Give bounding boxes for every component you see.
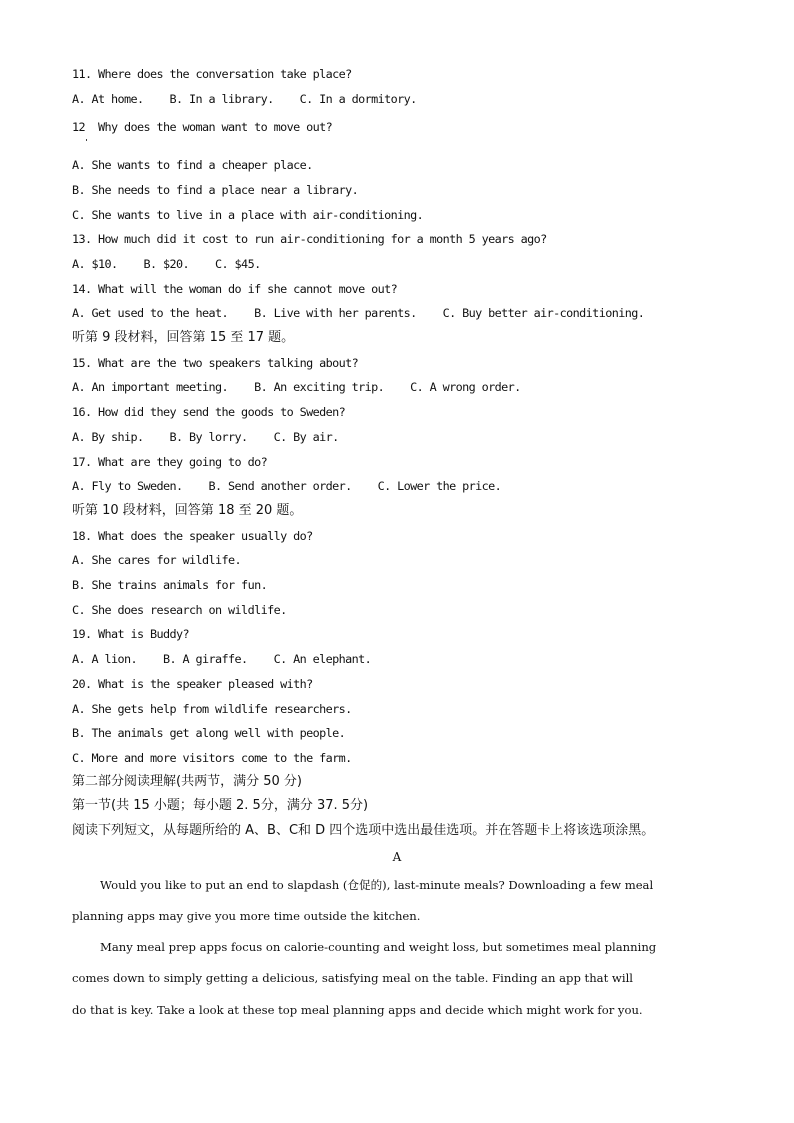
question-12-option-a: A. She wants to find a cheaper place.	[72, 158, 313, 172]
question-16: 16. How did they send the goods to Sweden?	[72, 405, 346, 419]
question-20: 20. What is the speaker pleased with?	[72, 677, 313, 691]
question-20-option-a: A. She gets help from wildlife researchers.	[72, 702, 352, 716]
question-17-options: A. Fly to Sweden. B. Send another order. C. Lower the price.	[72, 479, 502, 493]
question-18-option-a: A. She cares for wildlife.	[72, 553, 242, 567]
section-10-instruction: 听第 10 段材料，回答第 18 至 20 题。	[72, 503, 303, 518]
passage-label: A	[392, 850, 402, 864]
question-14: 14. What will the woman do if she cannot move out?	[72, 282, 398, 296]
question-18-option-b: B. She trains animals for fun.	[72, 578, 268, 592]
paragraph-1-line-2: planning apps may give you more time outside the kitchen.	[72, 909, 421, 923]
question-15: 15. What are the two speakers talking about?	[72, 356, 359, 370]
paragraph-2-line-1: Many meal prep apps focus on calorie-counting and weight loss, but sometimes meal planning	[100, 940, 657, 954]
section-9-instruction: 听第 9 段材料，回答第 15 至 17 题。	[72, 330, 295, 345]
question-15-options: A. An important meeting. B. An exciting trip. C. A wrong order.	[72, 380, 521, 394]
reading-instruction: 阅读下列短文，从每题所给的 A、B、C和 D 四个选项中选出最佳选项。并在答题卡上将该选项涂黑。	[72, 823, 655, 838]
question-14-options: A. Get used to the heat. B. Live with her parents. C. Buy better air-conditioning.	[72, 306, 645, 320]
question-11-options: A. At home. B. In a library. C. In a dormitory.	[72, 92, 417, 106]
paragraph-2-line-3: do that is key. Take a look at these top meal planning apps and decide which might work for you.	[72, 1003, 643, 1017]
paragraph-2-line-2: comes down to simply getting a delicious, satisfying meal on the table. Finding an app that will	[72, 971, 633, 985]
question-12-option-c: C. She wants to live in a place with air-conditioning.	[72, 208, 424, 222]
question-11: 11. Where does the conversation take place?	[72, 67, 352, 81]
question-17: 17. What are they going to do?	[72, 455, 268, 469]
question-18: 18. What does the speaker usually do?	[72, 529, 313, 543]
section-1-heading: 第一节(共 15 小题；每小题 2. 5分，满分 37. 5分)	[72, 798, 369, 813]
question-12-option-b: B. She needs to find a place near a library.	[72, 183, 359, 197]
question-20-option-c: C. More and more visitors come to the farm.	[72, 751, 352, 765]
question-16-options: A. By ship. B. By lorry. C. By air.	[72, 430, 339, 444]
question-18-option-c: C. She does research on wildlife.	[72, 603, 287, 617]
question-19: 19. What is Buddy?	[72, 627, 190, 641]
question-19-options: A. A lion. B. A giraffe. C. An elephant.	[72, 652, 372, 666]
paragraph-1-line-1: Would you like to put an end to slapdash (仓促的), last-minute meals? Downloading a few meal	[100, 878, 654, 892]
stray-mark	[86, 139, 87, 141]
question-13-options: A. $10. B. $20. C. $45.	[72, 257, 261, 271]
question-13: 13. How much did it cost to run air-conditioning for a month 5 years ago?	[72, 232, 547, 246]
question-12: 12 Why does the woman want to move out?	[72, 120, 333, 134]
part-2-heading: 第二部分阅读理解(共两节，满分 50 分)	[72, 774, 302, 789]
question-20-option-b: B. The animals get along well with people.	[72, 726, 346, 740]
